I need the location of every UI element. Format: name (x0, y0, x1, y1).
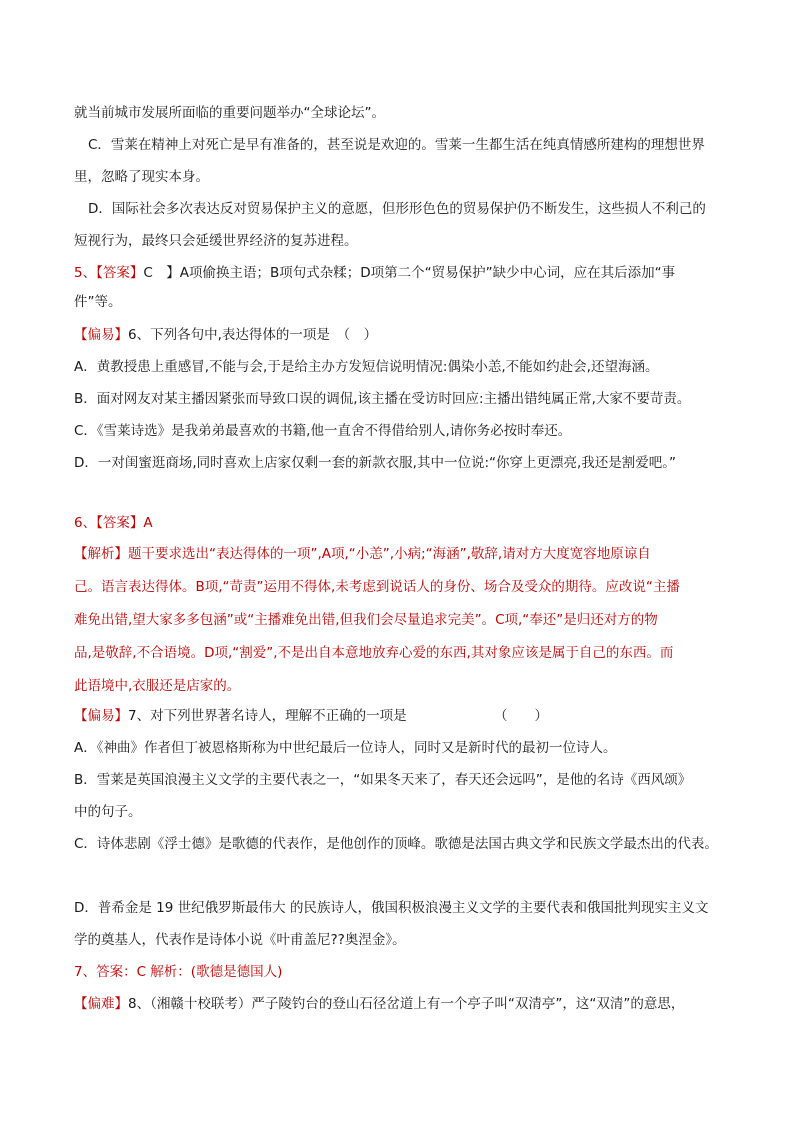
q6-option-d: D．一对闺蜜逛商场,同时喜欢上店家仅剩一套的新款衣服,其中一位说:“你穿上更漂亮,我还是割爱吧。” (74, 455, 677, 471)
answer-tag: 【答案】 (96, 265, 144, 281)
q6-option-a: A．黄教授患上重感冒,不能与会,于是给主办方发短信说明情况:偶染小恙,不能如约赴会,还望海涵。 (74, 359, 659, 375)
analysis-6-line2: 己。语言表达得体。B项,“苛责”运用不得体,未考虑到说话人的身份、场合及受众的期待。应改说“主播 (74, 579, 680, 595)
q7-option-b-line1: B．雪莱是英国浪漫主义文学的主要代表之一，“如果冬天来了，春天还会远吗”，是他的名诗《西风颂》 (74, 772, 692, 788)
q7-option-d-line2: 学的奠基人，代表作是诗体小说《叶甫盖尼??奥涅金》。 (74, 932, 406, 948)
question-7-stem (74, 707, 407, 725)
answer-6-head: 6、【答案】A (74, 515, 153, 531)
answer-paren: （ ） (494, 708, 548, 724)
question-6-stem (74, 326, 377, 344)
option-c-line1: C．雪莱在精神上对死亡是早有准备的，甚至说是欢迎的。雪莱一生都生活在纯真情感所建构的理想世界 (88, 137, 705, 153)
question-stem: 7、对下列世界著名诗人，理解不正确的一项是 (128, 708, 407, 724)
difficulty-tag: 【偏易】 (74, 708, 128, 724)
q7-option-d-line1: D．普希金是 19 世纪俄罗斯最伟大 的民族诗人，俄国积极浪漫主义文学的主要代表和俄国批判现实主义文 (74, 900, 709, 916)
option-d-line2: 短视行为，最终只会延缓世界经济的复苏进程。 (74, 233, 358, 249)
analysis-6-line5: 此语境中,衣服还是店家的。 (74, 678, 241, 694)
q6-option-b: B．面对网友对某主播因紧张而导致口误的调侃,该主播在受访时回应:主播出错纯属正常,大家不要苛责。 (74, 391, 691, 407)
answer-5-line2: 件”等。 (74, 294, 122, 310)
analysis-text: 题干要求选出“表达得体的一项”,A项,“小恙”,小病;“海涵”,敬辞,请对方大度宽容地原谅自 (128, 546, 651, 562)
option-c-line2: 里，忽略了现实本身。 (74, 169, 209, 185)
difficulty-tag: 【偏易】 (74, 327, 128, 343)
question-stem: 8、（湘赣十校联考）严子陵钓台的登山石径岔道上有一个亭子叫“双清亭”，这“双清”的意思， (128, 996, 685, 1012)
analysis-tag: 【解析】 (74, 546, 128, 562)
answer-5-line1 (74, 264, 675, 282)
question-8-stem (74, 995, 684, 1013)
analysis-6-line1 (74, 545, 651, 563)
question-stem: 6、下列各句中,表达得体的一项是 （ ） (128, 327, 378, 343)
continued-line: 就当前城市发展所面临的重要问题举办“全球论坛”。 (74, 105, 385, 121)
difficulty-tag: 【偏难】 (74, 996, 128, 1012)
q7-option-a: A．《神曲》作者但丁被恩格斯称为中世纪最后一位诗人，同时又是新时代的最初一位诗人。 (74, 740, 617, 756)
q6-option-c: C．《雪莱诗选》是我弟弟最喜欢的书籍,他一直舍不得借给别人,请你务必按时奉还。 (74, 423, 572, 439)
option-d-line1: D．国际社会多次表达反对贸易保护主义的意愿，但形形色色的贸易保护仍不断发生，这些损人不利己的 (88, 201, 706, 217)
q7-option-c: C．诗体悲剧《浮士德》是歌德的代表作，是他创作的顶峰。歌德是法国古典文学和民族文学最杰出的代表。 (74, 836, 718, 852)
answer-7: 7、答案：C 解析：(歌德是德国人) (74, 964, 283, 980)
analysis-6-line4: 品,是敬辞,不合语境。D项,“割爱”,不是出自本意地放弃心爱的东西,其对象应该是属于自己的东西。而 (74, 645, 674, 661)
answer-number: 5、 (74, 265, 97, 281)
q7-option-b-line2: 中的句子。 (74, 804, 142, 820)
answer-text: C 】A项偷换主语；B项句式杂糅；D项第二个“贸易保护”缺少中心词，应在其后添加“事 (143, 265, 676, 281)
analysis-6-line3: 难免出错,望大家多多包涵”或“主播难免出错,但我们会尽量追求完美”。C项,“奉还”是归还对方的物 (74, 612, 658, 628)
